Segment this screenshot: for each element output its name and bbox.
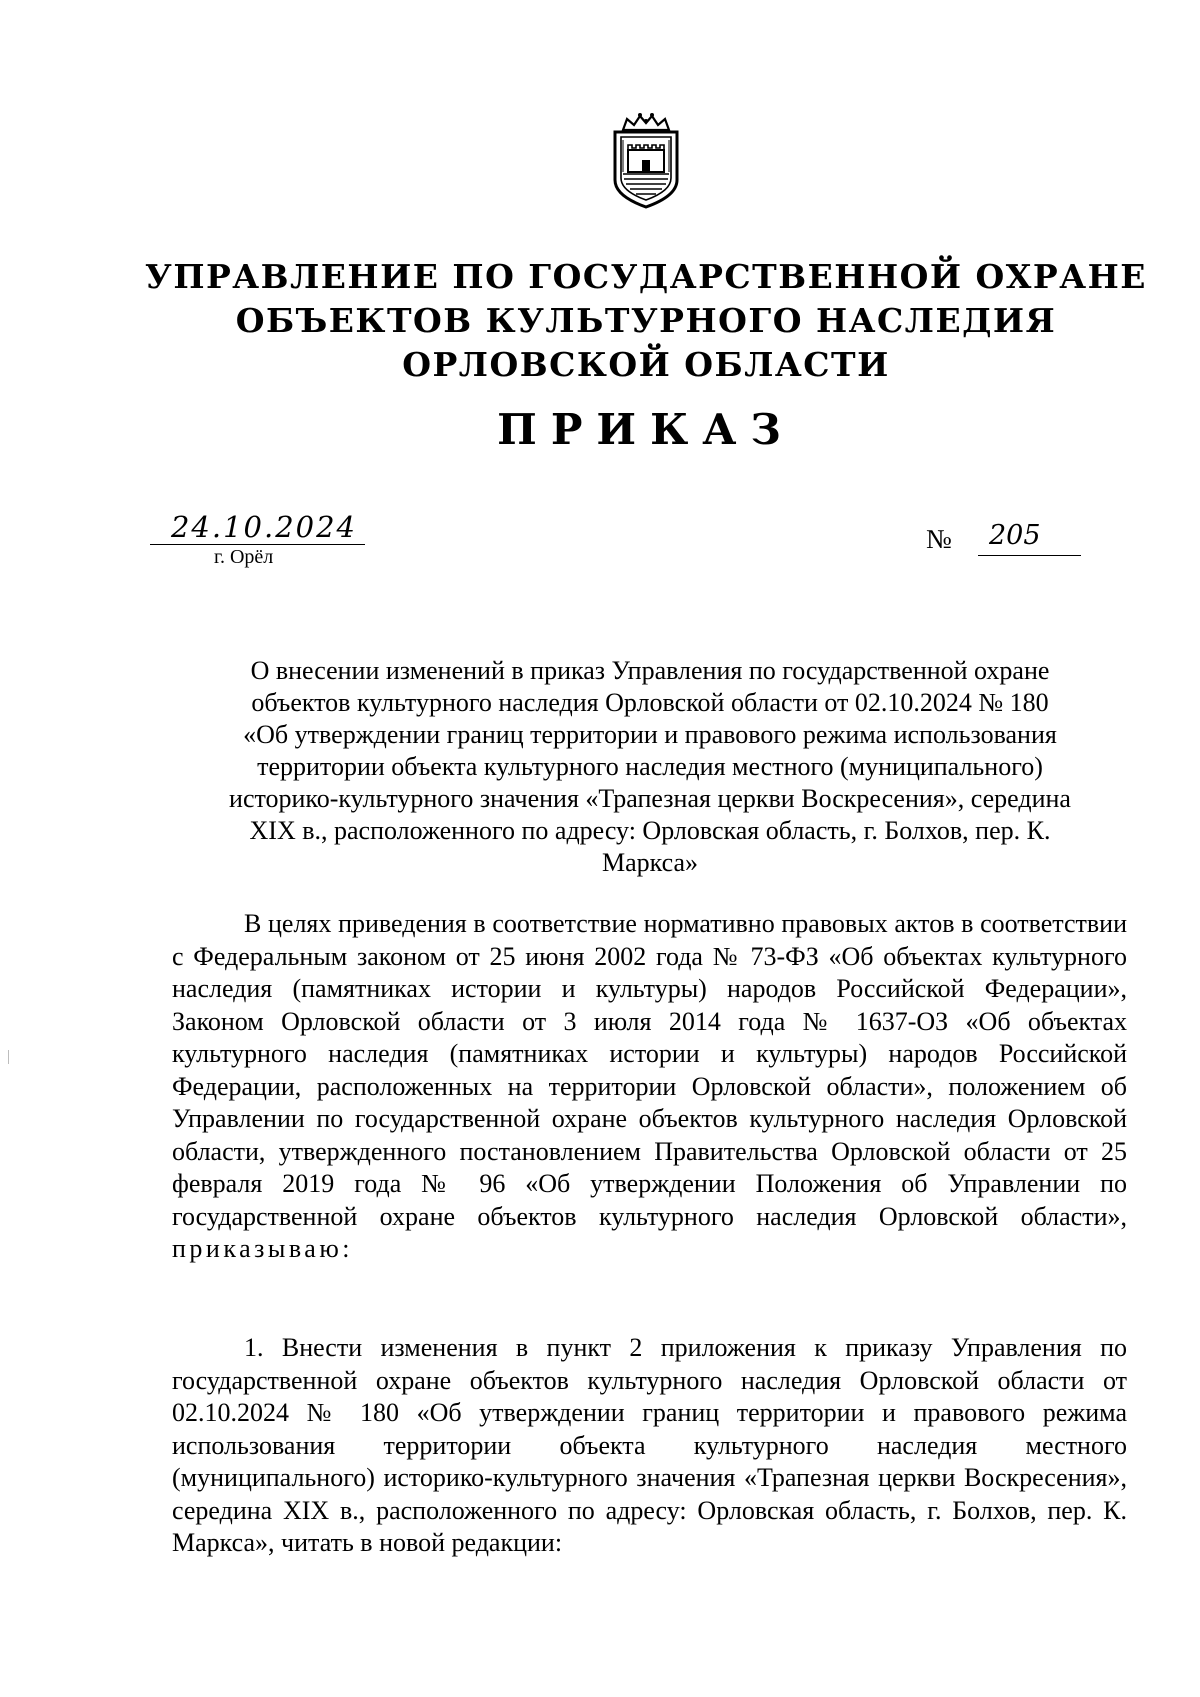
scan-margin-mark (8, 1050, 9, 1064)
subject-line-5: историко-культурного значения «Трапезная церкви Воскресения», середина (229, 784, 1071, 813)
subject-line-1: О внесении изменений в приказ Управления по государственной охране (250, 656, 1050, 685)
document-type-title: ПРИКАЗ (497, 405, 795, 454)
issue-city: г. Орёл (214, 546, 274, 568)
subject-line-6: XIX в., расположенного по адресу: Орловская область, г. Болхов, пер. К. (249, 816, 1051, 845)
order-word: приказываю: (172, 1234, 353, 1263)
item-1-paragraph (172, 1332, 1127, 1560)
order-subject (190, 655, 1110, 879)
preamble-paragraph (172, 908, 1127, 1266)
subject-line-7: Маркса» (601, 848, 699, 877)
date-block (150, 510, 365, 568)
subject-line-4: территории объекта культурного наследия местного (муниципального) (257, 752, 1043, 781)
agency-name-line-1: УПРАВЛЕНИЕ ПО ГОСУДАРСТВЕННОЙ ОХРАНЕ (145, 257, 1147, 296)
number-sign: № (926, 524, 952, 554)
agency-name-line-2: ОБЪЕКТОВ КУЛЬТУРНОГО НАСЛЕДИЯ (235, 301, 1057, 340)
order-number: 205 (989, 520, 1041, 551)
order-number-block (926, 521, 1086, 561)
date-underline (150, 544, 365, 545)
number-underline (978, 555, 1081, 556)
item-1-text: 1. Внести изменения в пункт 2 приложения к приказу Управления по государственной охране объектов культурного наследия Орловской области от 02.10.2024 № 180 «Об утверждении границ территории и правового режима использования территории объекта культурного наследия местного (муниципального) историко-культурного значения «Трапезная церкви Воскресения», середина XIX в., расположенного по адресу: Орловская область, г. Болхов, пер. К. Маркса», читать в новой редакции: (172, 1333, 1127, 1557)
agency-name (100, 255, 1192, 387)
subject-line-2: объектов культурного наследия Орловской области от 02.10.2024 № 180 (251, 688, 1049, 717)
preamble-text: В целях приведения в соответствие нормативно правовых актов в соответствии с Федеральным законом от 25 июня 2002 года № 73-ФЗ «Об объектах культурного наследия (памятниках истории и культуры) народов Российской Федерации», Законом Орловской области от 3 июля 2014 года № 1637-ОЗ «Об объектах культурного наследия (памятниках истории и культуры) народов Российской Федерации, расположенных на территории Орловской области», положением об Управлении по государственной охране объектов культурного наследия Орловской области, утвержденного постановлением Правительства Орловской области от 25 февраля 2019 года № 96 «Об утверждении Положения об Управлении по государственной охране объектов культурного наследия Орловской области», (172, 909, 1127, 1231)
subject-line-3: «Об утверждении границ территории и правового режима использования (243, 720, 1057, 749)
agency-name-line-3: ОРЛОВСКОЙ ОБЛАСТИ (402, 345, 890, 384)
coat-of-arms-icon (601, 110, 691, 210)
order-date: 24.10.2024 (170, 510, 357, 544)
